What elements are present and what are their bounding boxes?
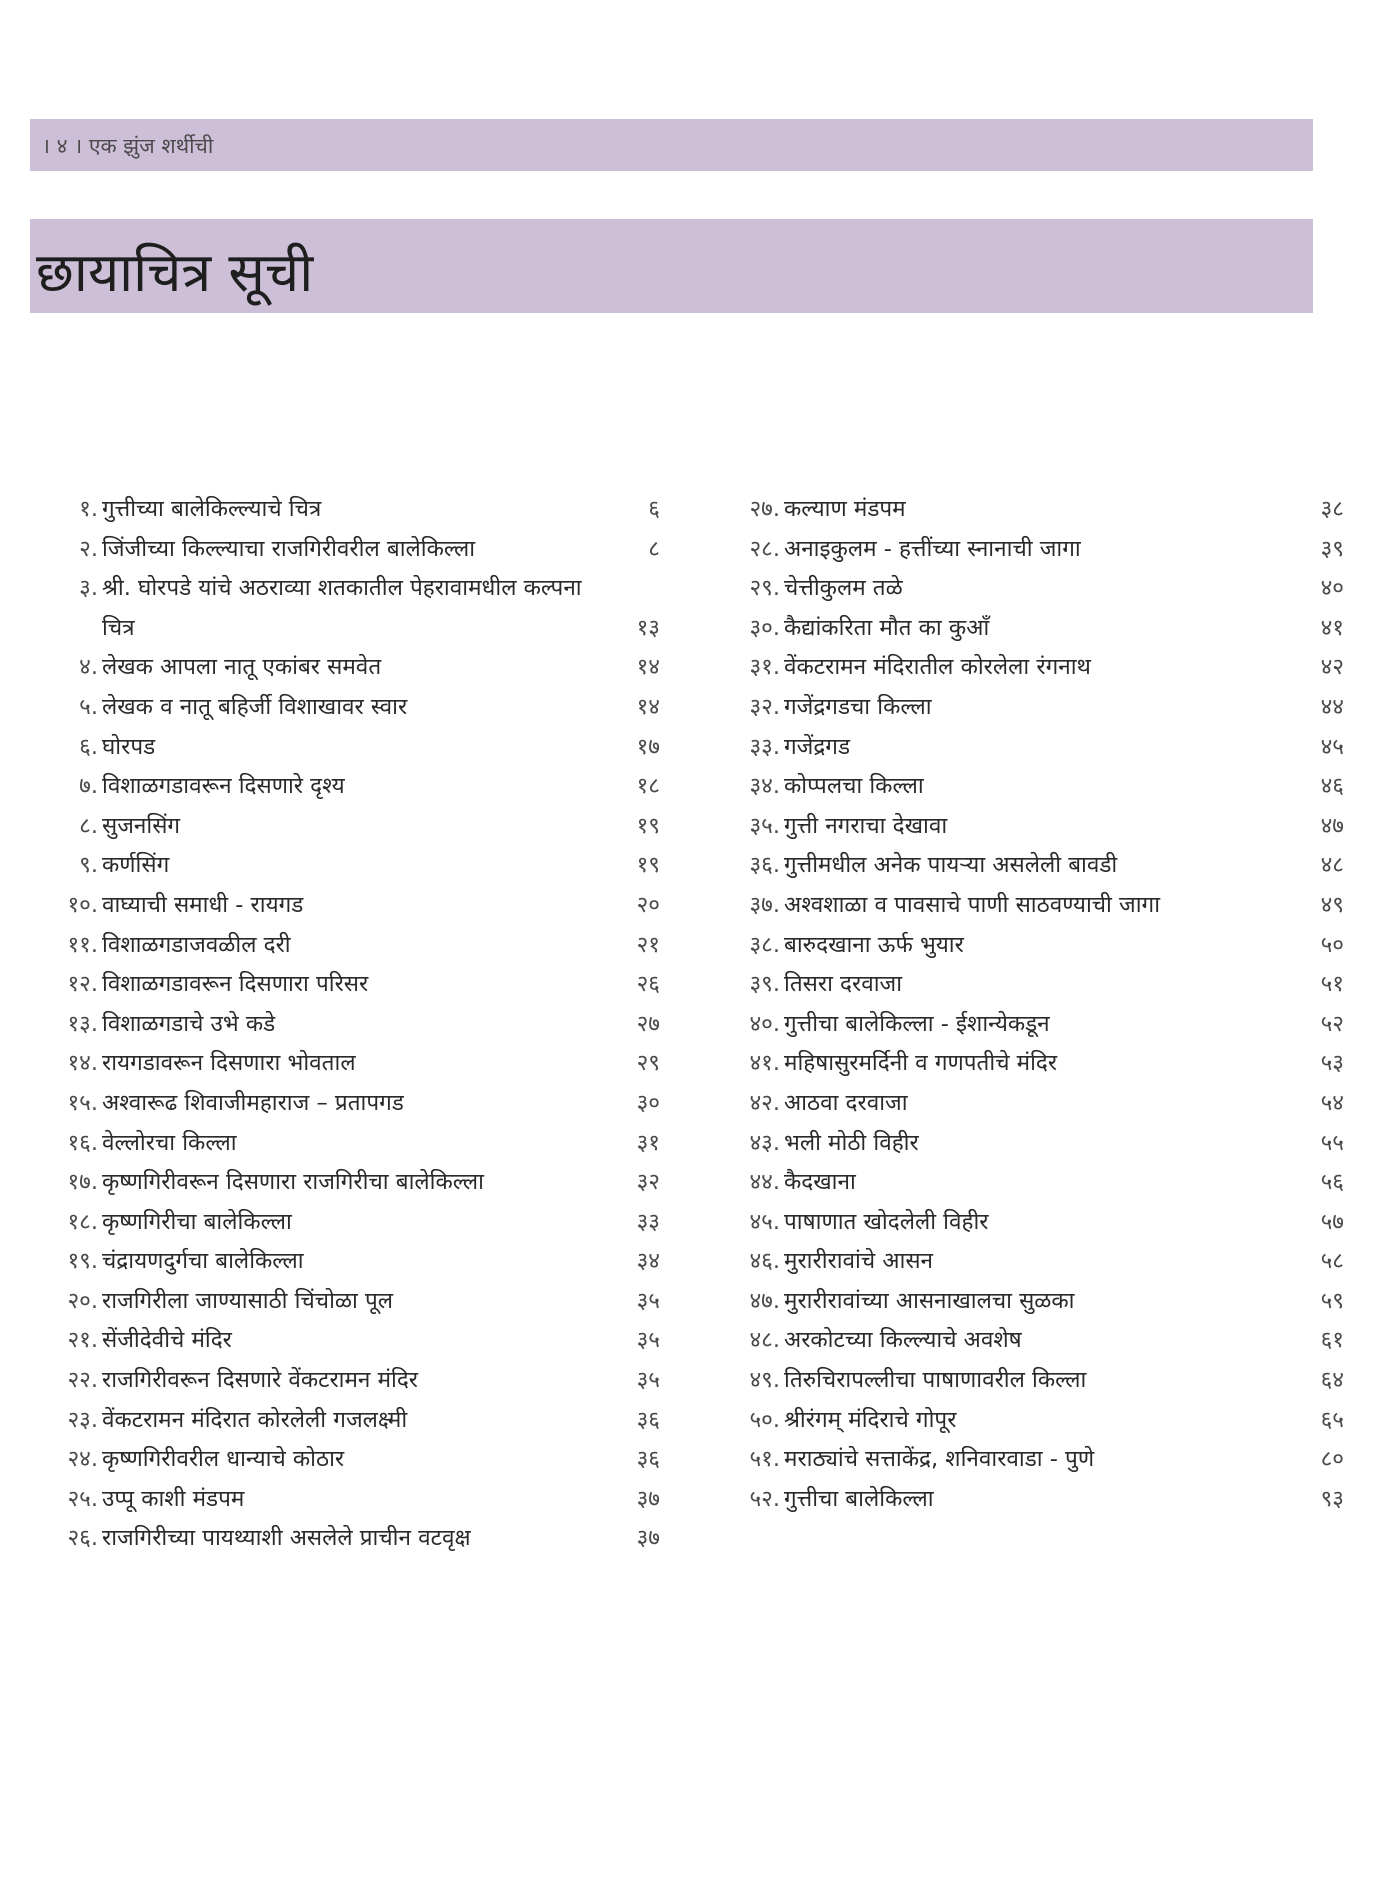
entry-title: भली मोठी विहीर xyxy=(784,1129,919,1156)
entry-page: ३५ xyxy=(636,1367,660,1394)
entry-title: गुत्तीचा बालेकिल्ला - ईशान्येकडून xyxy=(784,1010,1050,1037)
entry-title: गजेंद्रगडचा किल्ला xyxy=(784,693,932,720)
list-item xyxy=(48,648,660,688)
list-item xyxy=(48,1005,660,1045)
list-column-right xyxy=(730,490,1344,1519)
entry-title: मुरारीरावांचे आसन xyxy=(784,1248,934,1275)
entry-page: ४६ xyxy=(1320,773,1344,800)
list-item xyxy=(48,728,660,768)
entry-page: ६५ xyxy=(1320,1406,1344,1433)
list-item xyxy=(48,1242,660,1282)
entry-number: ४१. xyxy=(749,1050,780,1077)
list-item xyxy=(48,688,660,728)
list-item xyxy=(730,688,1344,728)
list-item xyxy=(48,1163,660,1203)
list-item xyxy=(730,648,1344,688)
list-item xyxy=(48,807,660,847)
entry-number: ४८. xyxy=(749,1327,780,1354)
list-item xyxy=(48,1401,660,1441)
entry-page: २७ xyxy=(636,1010,660,1037)
list-item xyxy=(730,886,1344,926)
entry-page: ४० xyxy=(1320,575,1344,602)
entry-title: तिसरा दरवाजा xyxy=(784,971,903,998)
entry-title: विशाळगडावरून दिसणारा परिसर xyxy=(102,971,369,998)
entry-title: गुत्तीचा बालेकिल्ला xyxy=(784,1485,934,1512)
entry-title: अश्वशाळा व पावसाचे पाणी साठवण्याची जागा xyxy=(784,891,1161,918)
entry-number: ५१. xyxy=(749,1446,780,1473)
entry-page: ३५ xyxy=(636,1327,660,1354)
entry-number: २८. xyxy=(749,535,780,562)
entry-number: २३. xyxy=(67,1406,98,1433)
entry-title: राजगिरीला जाण्यासाठी चिंचोळा पूल xyxy=(102,1287,394,1314)
entry-number: २०. xyxy=(67,1287,98,1314)
page-title: छायाचित्र सूची xyxy=(36,241,314,304)
entry-title: अश्वारूढ शिवाजीमहाराज – प्रतापगड xyxy=(102,1089,404,1116)
entry-number: १३. xyxy=(67,1010,98,1037)
entry-number: १४. xyxy=(67,1050,98,1077)
entry-title: सुजनसिंग xyxy=(102,812,181,839)
entry-number: २२. xyxy=(67,1367,98,1394)
entry-page: ६ xyxy=(648,496,660,522)
list-item xyxy=(48,846,660,886)
list-item xyxy=(730,965,1344,1005)
entry-page: २९ xyxy=(636,1050,660,1077)
entry-title: गजेंद्रगड xyxy=(784,733,851,760)
entry-number: ११. xyxy=(67,931,98,958)
entry-page: ३८ xyxy=(1320,496,1344,522)
entry-page: ४१ xyxy=(1320,614,1344,641)
list-item xyxy=(48,1321,660,1361)
entry-number: ३७. xyxy=(749,891,780,918)
entry-page: ४४ xyxy=(1320,693,1344,720)
list-item xyxy=(730,728,1344,768)
entry-title: वाघ्याची समाधी - रायगड xyxy=(102,891,304,918)
entry-number: ३०. xyxy=(749,614,780,641)
entry-number: ४. xyxy=(79,654,98,681)
list-item xyxy=(48,767,660,807)
list-item xyxy=(730,1440,1344,1480)
entry-title: गुत्तीमधील अनेक पायऱ्या असलेली बावडी xyxy=(784,852,1118,879)
running-header-band xyxy=(30,119,1313,171)
entry-number: ४३. xyxy=(749,1129,780,1156)
entry-number: ३८. xyxy=(749,931,780,958)
entry-title: श्री. घोरपडे यांचे अठराव्या शतकातील पेहरावामधील कल्पना चित्र xyxy=(102,575,582,641)
entry-title: राजगिरीच्या पायथ्याशी असलेले प्राचीन वटवृक्ष xyxy=(102,1525,471,1552)
list-item xyxy=(48,530,660,570)
entry-title: महिषासुरमर्दिनी व गणपतीचे मंदिर xyxy=(784,1050,1058,1077)
running-header: । ४ । एक झुंज शर्थीची xyxy=(42,134,214,158)
entry-page: ५९ xyxy=(1320,1287,1344,1314)
entry-number: ७. xyxy=(79,773,98,800)
list-item xyxy=(48,1203,660,1243)
entry-title: वेंकटरामन मंदिरात कोरलेली गजलक्ष्मी xyxy=(102,1406,408,1433)
entry-title: पाषाणात खोदलेली विहीर xyxy=(784,1208,989,1235)
entry-title: घोरपड xyxy=(102,733,156,760)
entry-number: ५०. xyxy=(749,1406,780,1433)
entry-title: अनाइकुलम - हत्तींच्या स्नानाची जागा xyxy=(784,535,1081,562)
entry-page: २० xyxy=(636,891,660,918)
entry-page: २६ xyxy=(636,971,660,998)
list-item xyxy=(730,926,1344,966)
entry-page: १९ xyxy=(636,852,660,879)
entry-number: ८. xyxy=(79,812,98,839)
entry-page: १४ xyxy=(636,693,660,720)
entry-number: २७. xyxy=(749,496,780,522)
list-item xyxy=(48,1124,660,1164)
entry-page: १८ xyxy=(636,773,660,800)
entry-number: ३६. xyxy=(749,852,780,879)
entry-title: चेत्तीकुलम तळे xyxy=(784,575,903,602)
entry-number: ३२. xyxy=(749,693,780,720)
list-item xyxy=(730,1124,1344,1164)
entry-page: ३३ xyxy=(636,1208,660,1235)
entry-number: ३५. xyxy=(749,812,780,839)
entry-number: ३३. xyxy=(749,733,780,760)
list-item xyxy=(48,569,660,648)
entry-title: कृष्णगिरीवरून दिसणारा राजगिरीचा बालेकिल्ला xyxy=(102,1169,484,1196)
entry-title: रायगडावरून दिसणारा भोवताल xyxy=(102,1050,356,1077)
list-item xyxy=(48,926,660,966)
entry-page: १३ xyxy=(636,614,660,641)
list-item xyxy=(730,1005,1344,1045)
list-item xyxy=(730,1401,1344,1441)
entry-number: २५. xyxy=(67,1485,98,1512)
list-item xyxy=(730,1044,1344,1084)
list-item xyxy=(48,490,660,530)
entry-page: ३० xyxy=(636,1089,660,1116)
entry-title: राजगिरीवरून दिसणारे वेंकटरामन मंदिर xyxy=(102,1367,419,1394)
list-item xyxy=(730,846,1344,886)
entry-number: ९. xyxy=(79,852,98,879)
entry-title: अरकोटच्या किल्ल्याचे अवशेष xyxy=(784,1327,1022,1354)
list-item xyxy=(730,490,1344,530)
entry-title: गुत्ती नगराचा देखावा xyxy=(784,812,948,839)
entry-page: ३९ xyxy=(1320,535,1344,562)
list-item xyxy=(730,807,1344,847)
entry-title: कृष्णगिरीवरील धान्याचे कोठार xyxy=(102,1446,345,1473)
entry-title: वेंकटरामन मंदिरातील कोरलेला रंगनाथ xyxy=(784,654,1091,681)
entry-title: उप्पू काशी मंडपम xyxy=(102,1485,245,1512)
entry-title: कल्याण मंडपम xyxy=(784,496,906,522)
entry-page: १९ xyxy=(636,812,660,839)
entry-title: आठवा दरवाजा xyxy=(784,1089,908,1116)
entry-page: ४२ xyxy=(1320,654,1344,681)
entry-page: ३४ xyxy=(636,1248,660,1275)
entry-page: ४५ xyxy=(1320,733,1344,760)
entry-title: वेल्लोरचा किल्ला xyxy=(102,1129,237,1156)
entry-number: २४. xyxy=(67,1446,98,1473)
list-column-left xyxy=(48,490,660,1559)
entry-title: विशाळगडाजवळील दरी xyxy=(102,931,291,958)
list-item xyxy=(730,530,1344,570)
entry-title: लेखक व नातू बहिर्जी विशाखावर स्वार xyxy=(102,693,408,720)
entry-page: ६४ xyxy=(1320,1367,1344,1394)
entry-number: २६. xyxy=(67,1525,98,1552)
entry-page: ५४ xyxy=(1320,1089,1344,1116)
entry-title: सेंजीदेवीचे मंदिर xyxy=(102,1327,232,1354)
entry-title: कृष्णगिरीचा बालेकिल्ला xyxy=(102,1208,292,1235)
entry-page: ४८ xyxy=(1320,852,1344,879)
entry-title: कैद्यांकरिता मौत का कुआँ xyxy=(784,614,990,641)
entry-title: लेखक आपला नातू एकांबर समवेत xyxy=(102,654,382,681)
entry-number: ४९. xyxy=(749,1367,780,1394)
list-item xyxy=(48,1282,660,1322)
entry-title: कैदखाना xyxy=(784,1169,856,1196)
entry-number: २९. xyxy=(749,575,780,602)
entry-number: १०. xyxy=(67,891,98,918)
list-item xyxy=(48,1361,660,1401)
list-item xyxy=(730,1242,1344,1282)
list-item xyxy=(48,1519,660,1559)
entry-title: गुत्तीच्या बालेकिल्ल्याचे चित्र xyxy=(102,496,322,522)
entry-page: ४९ xyxy=(1320,891,1344,918)
entry-page: ३२ xyxy=(636,1169,660,1196)
list-item xyxy=(730,767,1344,807)
entry-number: १७. xyxy=(67,1169,98,1196)
list-item xyxy=(48,886,660,926)
entry-title: विशाळगडाचे उभे कडे xyxy=(102,1010,276,1037)
list-item xyxy=(48,1440,660,1480)
entry-number: २१. xyxy=(67,1327,98,1354)
entry-page: ५३ xyxy=(1320,1050,1344,1077)
entry-page: १४ xyxy=(636,654,660,681)
entry-page: ९३ xyxy=(1320,1485,1344,1512)
entry-page: ५५ xyxy=(1320,1129,1344,1156)
entry-page: ३६ xyxy=(636,1406,660,1433)
entry-title: श्रीरंगम् मंदिराचे गोपूर xyxy=(784,1406,957,1433)
list-item xyxy=(48,1084,660,1124)
list-item xyxy=(48,965,660,1005)
entry-page: ८० xyxy=(1320,1446,1344,1473)
entry-title: मुरारीरावांच्या आसनाखालचा सुळका xyxy=(784,1287,1075,1314)
entry-page: ५१ xyxy=(1320,971,1344,998)
list-item xyxy=(730,609,1344,649)
entry-number: ४६. xyxy=(749,1248,780,1275)
list-item xyxy=(730,569,1344,609)
entry-page: ३५ xyxy=(636,1287,660,1314)
entry-number: १९. xyxy=(67,1248,98,1275)
entry-number: ४०. xyxy=(749,1010,780,1037)
entry-page: ३६ xyxy=(636,1446,660,1473)
entry-number: ४५. xyxy=(749,1208,780,1235)
entry-page: ६१ xyxy=(1320,1327,1344,1354)
entry-page: ५२ xyxy=(1320,1010,1344,1037)
entry-title: विशाळगडावरून दिसणारे दृश्य xyxy=(102,773,345,800)
entry-number: ५२. xyxy=(749,1485,780,1512)
entry-title: बारुदखाना ऊर्फ भुयार xyxy=(784,931,964,958)
entry-number: १५. xyxy=(67,1089,98,1116)
list-item xyxy=(730,1480,1344,1520)
list-item xyxy=(730,1282,1344,1322)
entry-number: ४७. xyxy=(749,1287,780,1314)
entry-title: कोप्पलचा किल्ला xyxy=(784,773,924,800)
entry-number: ४४. xyxy=(749,1169,780,1196)
entry-number: ४२. xyxy=(749,1089,780,1116)
entry-number: ३१. xyxy=(749,654,780,681)
entry-title: मराठ्यांचे सत्ताकेंद्र, शनिवारवाडा - पुणे xyxy=(784,1446,1095,1473)
entry-number: ६. xyxy=(79,733,98,760)
entry-number: ३९. xyxy=(749,971,780,998)
list-item xyxy=(730,1361,1344,1401)
list-item xyxy=(730,1084,1344,1124)
list-item xyxy=(48,1044,660,1084)
list-item xyxy=(730,1163,1344,1203)
entry-number: १८. xyxy=(67,1208,98,1235)
entry-title: कर्णसिंग xyxy=(102,852,170,879)
list-item xyxy=(730,1321,1344,1361)
entry-page: ८ xyxy=(648,535,660,562)
entry-number: ५. xyxy=(79,693,98,720)
entry-page: ५६ xyxy=(1320,1169,1344,1196)
list-item xyxy=(48,1480,660,1520)
title-band xyxy=(30,219,1313,313)
entry-page: ५० xyxy=(1320,931,1344,958)
entry-page: २१ xyxy=(636,931,660,958)
entry-number: ३. xyxy=(79,575,98,602)
entry-number: १२. xyxy=(67,971,98,998)
entry-page: ३७ xyxy=(636,1525,660,1552)
entry-number: ३४. xyxy=(749,773,780,800)
entry-page: ३१ xyxy=(636,1129,660,1156)
entry-page: १७ xyxy=(636,733,660,760)
entry-page: ५८ xyxy=(1320,1248,1344,1275)
entry-page: ५७ xyxy=(1320,1208,1344,1235)
entry-page: ३७ xyxy=(636,1485,660,1512)
entry-title: जिंजीच्या किल्ल्याचा राजगिरीवरील बालेकिल्ला xyxy=(102,535,476,562)
entry-number: २. xyxy=(79,535,98,562)
entry-number: १. xyxy=(79,496,98,522)
entry-number: १६. xyxy=(67,1129,98,1156)
entry-title: चंद्रायणदुर्गचा बालेकिल्ला xyxy=(102,1248,304,1275)
entry-page: ४७ xyxy=(1320,812,1344,839)
entry-title: तिरुचिरापल्लीचा पाषाणावरील किल्ला xyxy=(784,1367,1087,1394)
list-item xyxy=(730,1203,1344,1243)
